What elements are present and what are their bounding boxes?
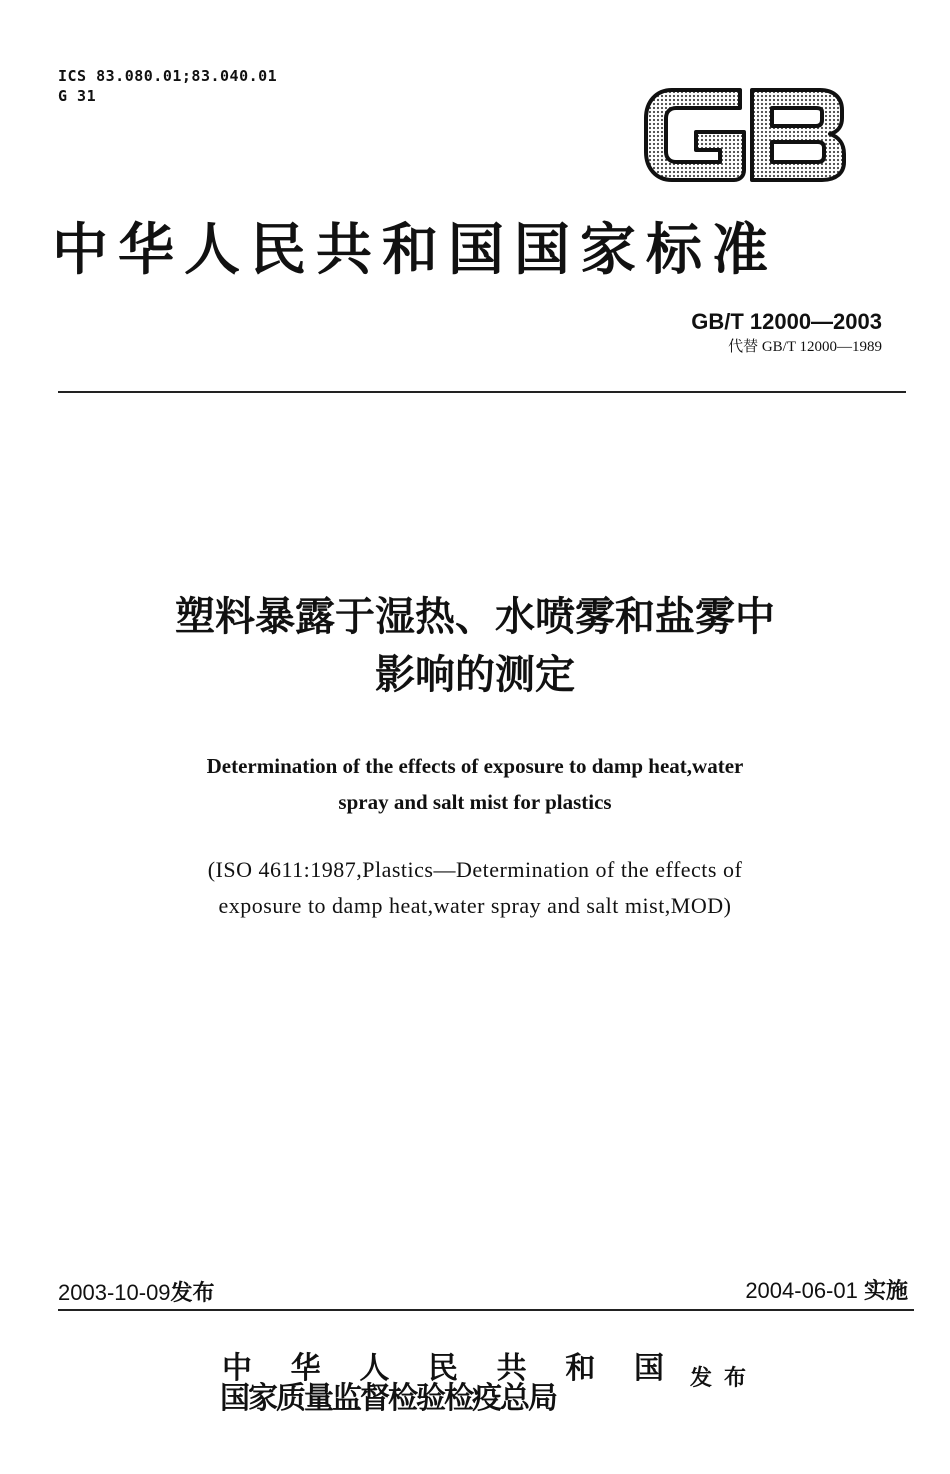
issue-date-label: 发布 bbox=[170, 1281, 215, 1306]
iso-reference-line-1: (ISO 4611:1987,Plastics—Determination of the effects of bbox=[207, 857, 743, 882]
publisher-line-1: 中华人民共和国 bbox=[222, 1351, 664, 1386]
iso-reference-line-2: exposure to damp heat,water spray and salt mist,MOD) bbox=[218, 893, 732, 918]
implementation-date-label: 实施 bbox=[863, 1279, 908, 1304]
standard-number: GB/T 12000—2003 bbox=[691, 309, 882, 334]
implementation-date-value: 2004-06-01 bbox=[745, 1278, 858, 1303]
classification-codes bbox=[58, 66, 277, 106]
chinese-title-line-2: 影响的测定 bbox=[375, 652, 575, 698]
english-title bbox=[0, 748, 950, 820]
publisher-verb: 发布 bbox=[690, 1366, 759, 1391]
english-title-line-2: spray and salt mist for plastics bbox=[338, 790, 612, 814]
chinese-title-line-1: 塑料暴露于湿热、水喷雾和盐雾中 bbox=[175, 594, 775, 640]
english-title-line-1: Determination of the effects of exposure to damp heat,water bbox=[206, 754, 744, 778]
issue-date bbox=[58, 1278, 215, 1309]
implementation-date bbox=[745, 1276, 908, 1307]
publisher-line-2: 国家质量监督检验检疫总局 bbox=[220, 1381, 556, 1416]
top-divider bbox=[58, 391, 906, 393]
ccs-code: G 31 bbox=[58, 87, 97, 105]
issue-date-value: 2003-10-09 bbox=[58, 1280, 171, 1305]
national-standard-heading: 中华人民共和国国家标准 bbox=[52, 217, 778, 283]
ics-code: ICS 83.080.01;83.040.01 bbox=[58, 67, 278, 85]
replaces-standard: 代替 GB/T 12000—1989 bbox=[728, 339, 882, 355]
chinese-title bbox=[0, 588, 950, 704]
bottom-divider bbox=[58, 1309, 914, 1311]
iso-reference bbox=[0, 852, 950, 924]
gb-logo bbox=[640, 82, 850, 186]
